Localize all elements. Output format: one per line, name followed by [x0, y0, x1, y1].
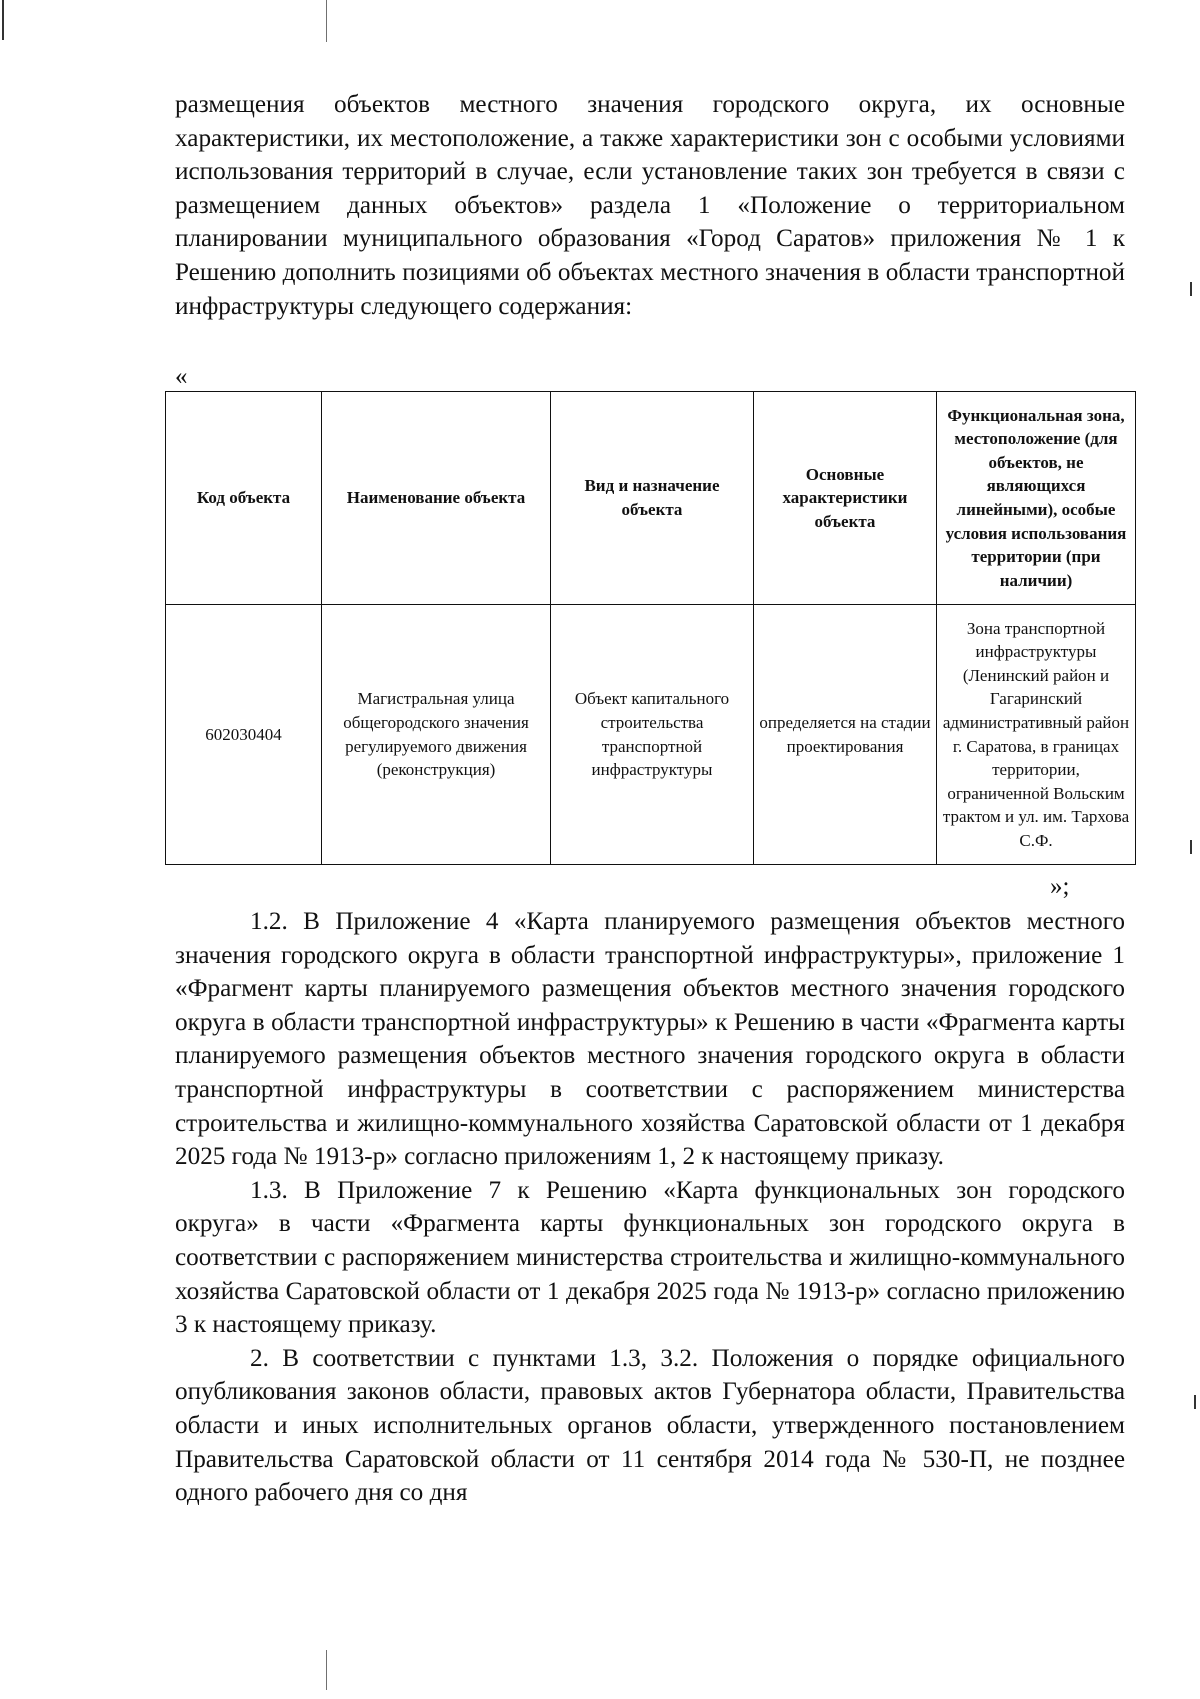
- cell-object-code: 602030404: [166, 605, 322, 865]
- header-object-characteristics: Основные характеристики объекта: [754, 392, 937, 605]
- scan-artifact-right-tick: [1194, 1395, 1196, 1409]
- objects-table: [165, 391, 1136, 865]
- cell-object-characteristics: определяется на стадии проектирования: [754, 605, 937, 865]
- table-open-quote: «: [175, 363, 188, 390]
- scan-artifact-right-tick: [1190, 282, 1192, 296]
- intro-text: размещения объектов местного значения городского округа, их основные характеристики, их местоположение, а также характеристики зон с особыми условиями использования территорий в случае, если установление таких зон требуется в связи с размещением данных объектов» раздела 1 «Положение о территориальном планировании муниципального образования «Город Саратов» приложения № 1 к Решению дополнить позициями об объектах местного значения в области транспортной инфраструктуры следующего содержания:: [175, 91, 1125, 320]
- cell-object-type: Объект капитального строительства транспортной инфраструктуры: [551, 605, 754, 865]
- paragraph-2: 2. В соответствии с пунктами 1.3, 3.2. Положения о порядке официального опубликования законов области, правовых актов Губернатора области, Правительства области и иных исполнительных органов области, утвержденного постановлением Правительства Саратовской области от 11 сентября 2014 года № 530-П, не позднее одного рабочего дня со дня: [175, 1344, 1125, 1507]
- scan-artifact-right-tick: [1190, 840, 1192, 854]
- header-object-type: Вид и назначение объекта: [551, 392, 754, 605]
- scan-artifact-center-line: [326, 0, 327, 42]
- header-functional-zone: Функциональная зона, местоположение (для объектов, не являющихся линейными), особые условия использования территории (при наличии): [937, 392, 1136, 605]
- table-close-quote: »;: [1050, 873, 1070, 900]
- intro-paragraph: [175, 88, 1125, 323]
- cell-object-name: Магистральная улица общегородского значения регулируемого движения (реконструкция): [322, 605, 551, 865]
- header-object-code: Код объекта: [166, 392, 322, 605]
- paragraph-1-2: 1.2. В Приложение 4 «Карта планируемого размещения объектов местного значения городского округа в области транспортной инфраструктуры», приложение 1 «Фрагмент карты планируемого размещения объектов местного значения городского округа в области транспортной инфраструктуры» к Решению в части «Фрагмента карты планируемого размещения объектов местного значения городского округа в области транспортной инфраструктуры в соответствии с распоряжением министерства строительства и жилищно-коммунального хозяйства Саратовской области от 1 декабря 2025 года № 1913-р» согласно приложениям 1, 2 к настоящему приказу.: [175, 908, 1125, 1171]
- scan-artifact-center-line: [326, 1650, 327, 1690]
- cell-functional-zone: Зона транспортной инфраструктуры (Ленинский район и Гагаринский административный район г. Саратова, в границах территории, ограниченной Вольским трактом и ул. им. Тархова С.Ф.: [937, 605, 1136, 865]
- paragraph-1-3: 1.3. В Приложение 7 к Решению «Карта функциональных зон городского округа» в части «Фрагмента карты функциональных зон городского округа в соответствии с распоряжением министерства строительства и жилищно-коммунального хозяйства Саратовской области от 1 декабря 2025 года № 1913-р» согласно приложению 3 к настоящему приказу.: [175, 1176, 1125, 1339]
- scan-artifact-left-edge: [2, 0, 4, 40]
- body-paragraphs: [175, 905, 1125, 1510]
- table-header-row: [166, 392, 1136, 605]
- table-row: [166, 605, 1136, 865]
- header-object-name: Наименование объекта: [322, 392, 551, 605]
